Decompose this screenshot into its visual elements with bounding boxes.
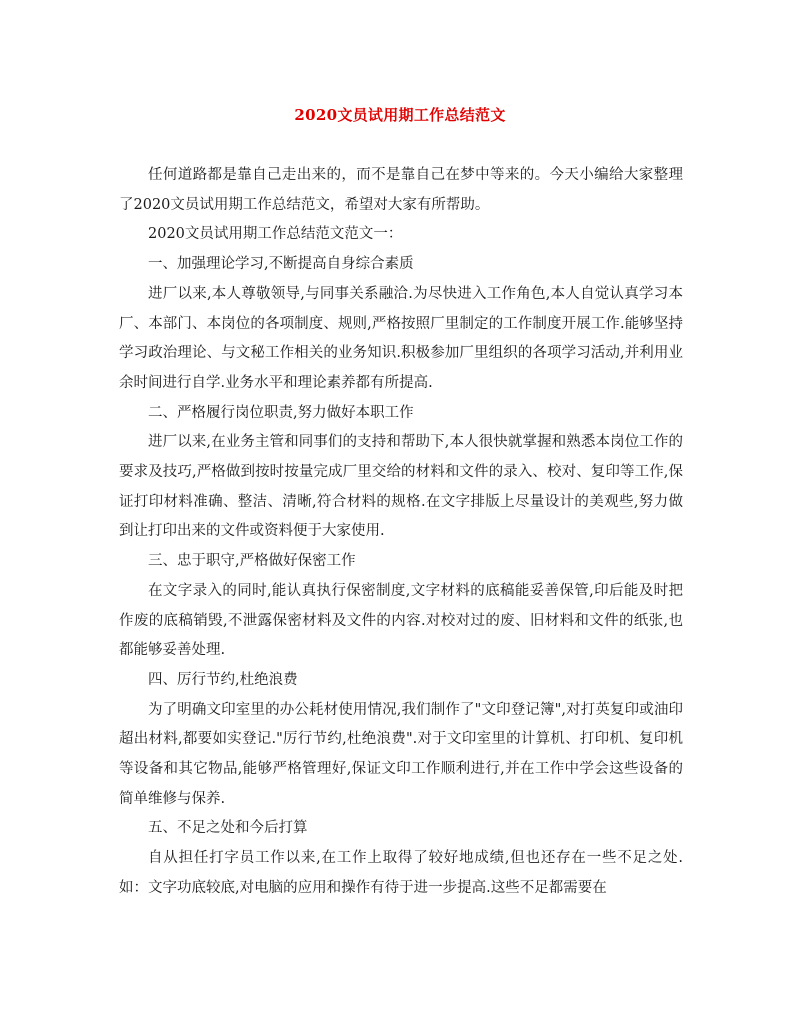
section-heading-5: 五、不足之处和今后打算	[148, 820, 308, 837]
section-paragraph-5: 自从担任打字员工作以来,在工作上取得了较好地成绩,但也还存在一些不足之处.如：文字功底较底,对电脑的应用和操作有待于进一步提高.这些不足都需要在	[119, 850, 683, 896]
section-heading-3: 三、忠于职守,严格做好保密工作	[148, 553, 356, 570]
section-heading-2: 二、严格履行岗位职责,努力做好本职工作	[148, 404, 414, 421]
section-paragraph-3: 在文字录入的同时,能认真执行保密制度,文字材料的底稿能妥善保管,印后能及时把作废的底稿销毁,不泄露保密材料及文件的内容.对校对过的废、旧材料和文件的纸张,也都能够妥善处理.	[119, 582, 683, 659]
document-title: 2020文员试用期工作总结范文	[294, 106, 506, 124]
document-body	[119, 161, 683, 904]
section-heading-1: 一、加强理论学习,不断提高自身综合素质	[148, 256, 414, 273]
subtitle-paragraph: 2020文员试用期工作总结范文范文一：	[148, 226, 403, 243]
section-heading-4: 四、厉行节约,杜绝浪费	[148, 671, 298, 688]
section-paragraph-4: 为了明确文印室里的办公耗材使用情况,我们制作了"文印登记簿",对打英复印或油印超出材料,都要如实登记."厉行节约,杜绝浪费".对于文印室里的计算机、打印机、复印机等设备和其它物品,能够严格管理好,保证文印工作顺利进行,并在工作中学会这些设备的简单维修与保养.	[119, 701, 683, 807]
section-paragraph-1: 进厂以来,本人尊敬领导,与同事关系融洽.为尽快进入工作角色,本人自觉认真学习本厂、本部门、本岗位的各项制度、规则,严格按照厂里制定的工作制度开展工作.能够坚持学习政治理论、与文秘工作相关的业务知识.积极参加厂里组织的各项学习活动,并利用业余时间进行自学.业务水平和理论素养都有所提高.	[119, 285, 683, 391]
section-paragraph-2: 进厂以来,在业务主管和同事们的支持和帮助下,本人很快就掌握和熟悉本岗位工作的要求及技巧,严格做到按时按量完成厂里交给的材料和文件的录入、校对、复印等工作,保证打印材料准确、整洁、清晰,符合材料的规格.在文字排版上尽量设计的美观些,努力做到让打印出来的文件或资料便于大家使用.	[119, 434, 683, 540]
intro-paragraph: 任何道路都是靠自己走出来的，而不是靠自己在梦中等来的。今天小编给大家整理了2020文员试用期工作总结范文，希望对大家有所帮助。	[119, 167, 683, 213]
